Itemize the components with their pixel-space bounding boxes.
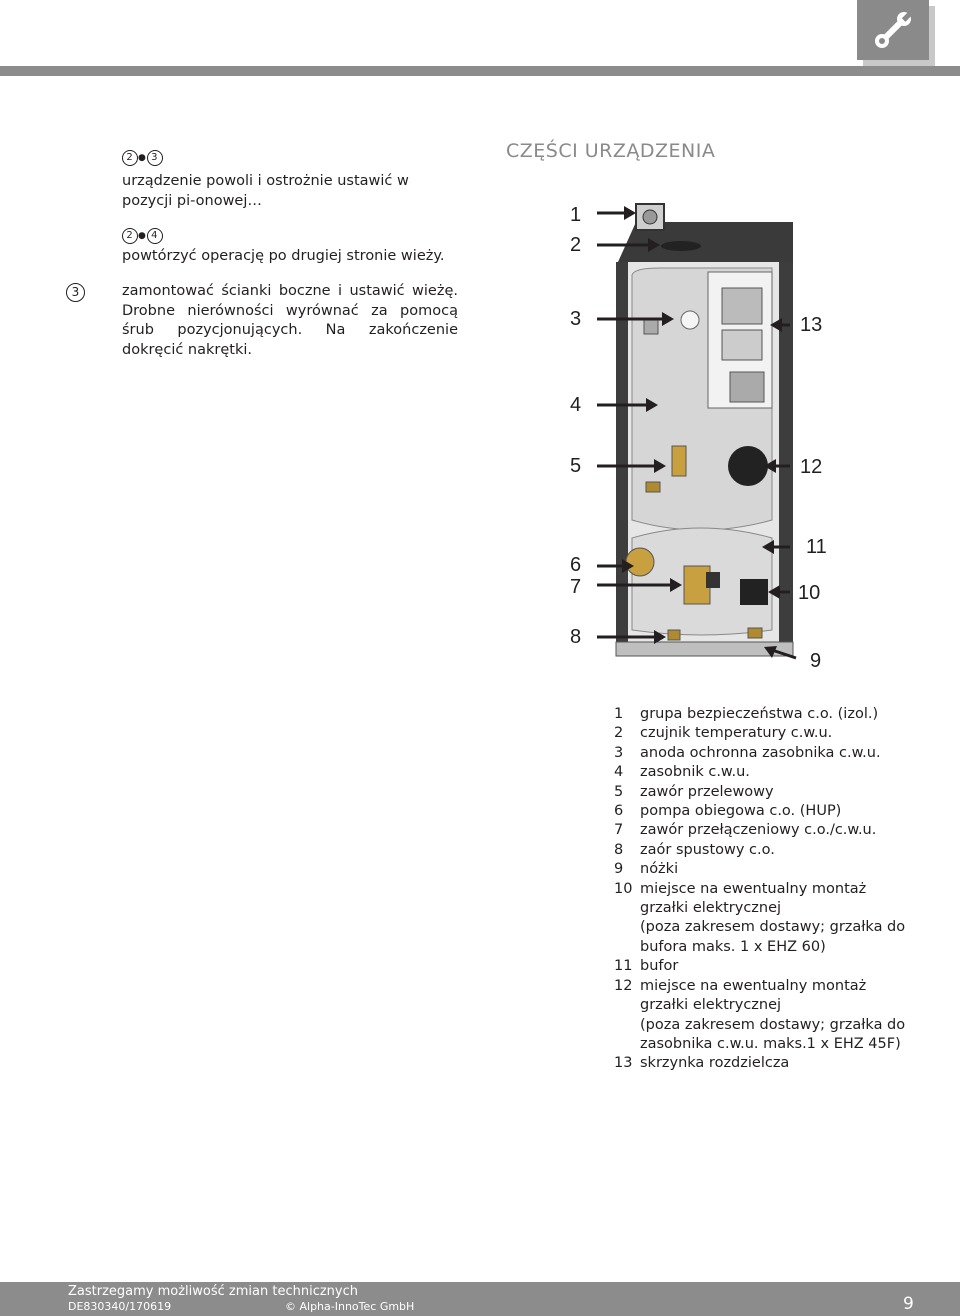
legend-item-number: 4: [614, 764, 624, 781]
legend-item-number: 2: [614, 725, 624, 742]
legend-item-number: 5: [614, 783, 624, 800]
legend-item: [614, 783, 914, 802]
legend-item-text: zasobnika c.w.u. maks.1 x EHZ 45F): [640, 1035, 901, 1052]
legend-item-text: bufora maks. 1 x EHZ 60): [640, 938, 826, 955]
legend-item-number: 7: [614, 822, 624, 839]
legend-item: [614, 977, 914, 1055]
sensor-port: [661, 241, 701, 251]
heater-port-12: [728, 446, 768, 486]
legend-item: [614, 705, 914, 724]
legend-item-number: 10: [614, 880, 633, 897]
anode-cap: [681, 311, 699, 329]
legend-item-text: zasobnik c.w.u.: [640, 764, 750, 781]
callout-13: 13: [800, 314, 823, 336]
legend-item: [614, 880, 914, 958]
step-3-text: zamontować ścianki boczne i ustawić wieżę. Drobne nierówności wyrównać za pomocą śrub pozycjonujących. Na zakończenie dokręcić nakrętki.: [122, 283, 458, 358]
callout-11: 11: [806, 536, 827, 558]
legend-item: [614, 957, 914, 976]
callout-3: 3: [570, 308, 582, 330]
callout-4: 4: [570, 394, 582, 416]
step-number: 3: [147, 150, 163, 166]
copyright: © Alpha-InnoTec GmbH: [285, 1300, 415, 1313]
callout-1: 1: [570, 204, 582, 226]
legend-item-text: nóżki: [640, 861, 679, 878]
legend-item: [614, 841, 914, 860]
footer-note: Zastrzegamy możliwość zmian technicznych: [68, 1284, 358, 1299]
legend-item-text: grupa bezpieczeństwa c.o. (izol.): [640, 706, 879, 722]
legend-item-text: skrzynka rozdzielcza: [640, 1055, 790, 1072]
callout-9: 9: [810, 650, 822, 672]
callout-6: 6: [570, 554, 582, 576]
callout-10: 10: [798, 582, 821, 604]
legend-item-text: (poza zakresem dostawy; grzałka do: [640, 919, 906, 936]
step-3-number: 3: [66, 283, 85, 302]
legend-item-text: zawór przełączeniowy c.o./c.w.u.: [640, 822, 877, 839]
legend-item-number: 9: [614, 861, 624, 878]
parts-legend: [614, 705, 914, 1074]
legend-item-text: (poza zakresem dostawy; grzałka do: [640, 1016, 906, 1033]
step-number: 2: [122, 228, 138, 244]
callout-2: 2: [570, 234, 582, 256]
legend-item-number: 12: [614, 977, 633, 994]
legend-item: [614, 724, 914, 743]
step-number: 2: [122, 150, 138, 166]
step-2-3-text: urządzenie powoli i ostrożnie ustawić w pozycji pi-onowej…: [122, 173, 409, 209]
page-number: 9: [903, 1294, 914, 1314]
legend-item-text: czujnik temperatury c.w.u.: [640, 725, 833, 742]
legend-item: [614, 763, 914, 782]
legend-item-number: 1: [614, 706, 624, 722]
legend-item-text: miejsce na ewentualny montaż: [640, 977, 867, 994]
legend-item: [614, 802, 914, 821]
legend-item-text: miejsce na ewentualny montaż: [640, 880, 867, 897]
drain-valve: [668, 630, 680, 640]
legend-item: [614, 744, 914, 763]
step-label-2-4: 2 ● 4: [122, 224, 163, 244]
callout-7: 7: [570, 576, 582, 598]
callout-12: 12: [800, 456, 823, 478]
overflow-valve: [672, 446, 686, 476]
step-number: 4: [147, 228, 163, 244]
legend-item-text: grzałki elektrycznej: [640, 997, 782, 1014]
legend-item-number: 8: [614, 841, 624, 858]
callout-5: 5: [570, 455, 582, 477]
legend-item: [614, 860, 914, 879]
legend-item-number: 3: [614, 744, 624, 761]
circulation-pump: [626, 548, 654, 576]
legend-item-number: 6: [614, 803, 624, 820]
step-label-2-3: 2 ● 3: [122, 146, 163, 166]
legend-item-number: 11: [614, 958, 633, 975]
legend-item-text: grzałki elektrycznej: [640, 900, 782, 917]
legend-item-text: zaór spustowy c.o.: [640, 841, 775, 858]
section-title: CZĘŚCI URZĄDZENIA: [506, 140, 716, 162]
legend-item: [614, 821, 914, 840]
callout-8: 8: [570, 626, 582, 648]
legend-item-text: pompa obiegowa c.o. (HUP): [640, 803, 842, 820]
document-number: DE830340/170619: [68, 1300, 172, 1313]
legend-item-text: zawór przelewowy: [640, 783, 774, 800]
legend-item-text: bufor: [640, 958, 679, 975]
legend-item-number: 13: [614, 1055, 633, 1072]
legend-item-text: anoda ochronna zasobnika c.w.u.: [640, 744, 881, 761]
legend-item: [614, 1054, 914, 1073]
heater-port-10: [740, 579, 768, 605]
step-2-4-text: powtórzyć operację po drugiej stronie wieży.: [122, 248, 445, 264]
